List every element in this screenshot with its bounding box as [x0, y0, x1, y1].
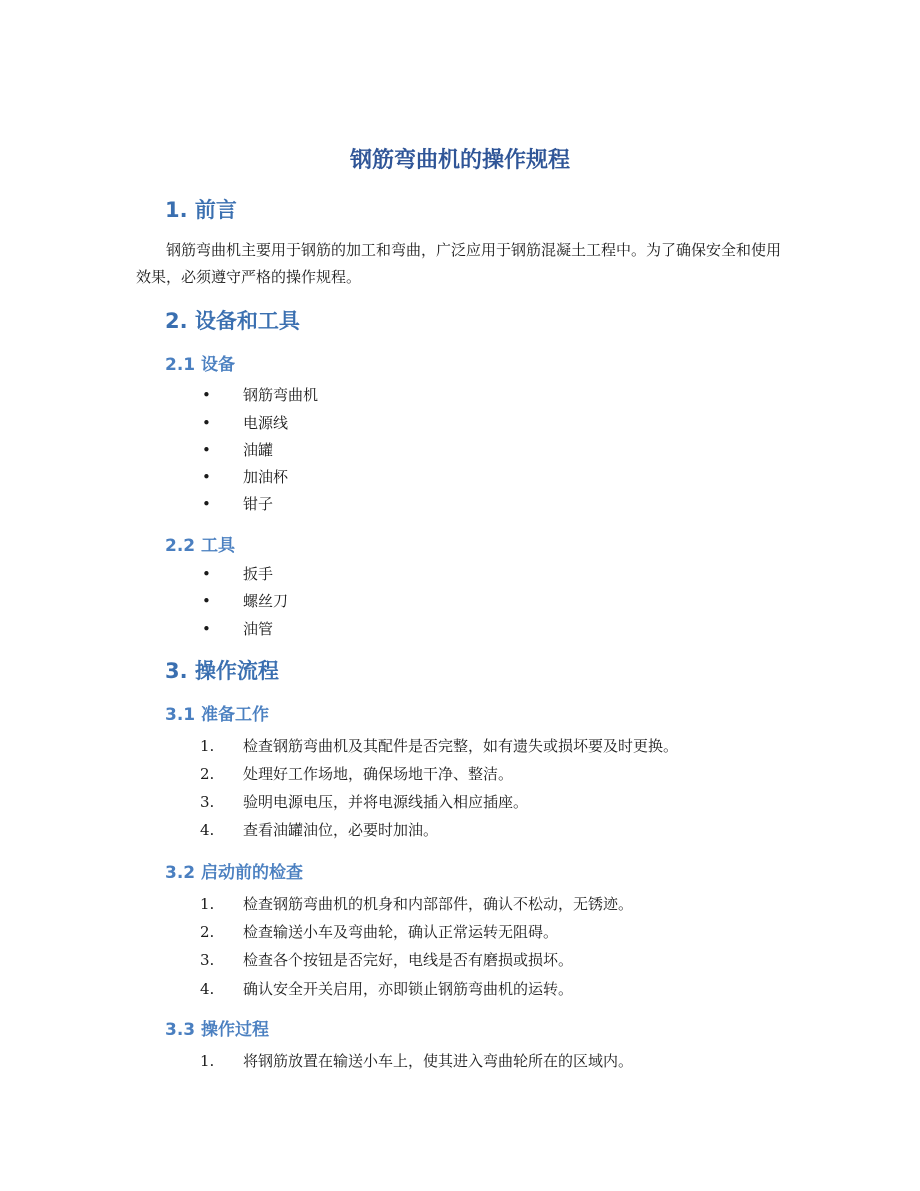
list-item-text: 钳子 — [243, 495, 274, 513]
list-item-text: 将钢筋放置在输送小车上，使其进入弯曲轮所在的区域内。 — [243, 1052, 634, 1070]
number-marker: 4. — [200, 821, 215, 839]
preface-paragraph: 钢筋弯曲机主要用于钢筋的加工和弯曲，广泛应用于钢筋混凝土工程中。为了确保安全和使用效果，必须遵守严格的操作规程。 — [136, 241, 782, 286]
list-item — [200, 493, 800, 515]
list-item — [200, 735, 800, 757]
list-item-text: 螺丝刀 — [243, 592, 289, 610]
bullet-marker: • — [202, 386, 211, 404]
list-item — [200, 763, 800, 785]
heading-equipment: 2.1 设备 — [165, 355, 236, 375]
document-title: 钢筋弯曲机的操作规程 — [349, 148, 570, 173]
heading-operation: 3.3 操作过程 — [165, 1020, 270, 1040]
number-marker: 3. — [200, 793, 215, 811]
number-marker: 2. — [200, 765, 215, 783]
list-item-text: 扳手 — [243, 565, 274, 583]
number-marker: 1. — [200, 895, 215, 913]
list-item-text: 确认安全开关启用，亦即锁止钢筋弯曲机的运转。 — [243, 980, 574, 998]
bullet-marker: • — [202, 620, 211, 638]
bullet-marker: • — [202, 414, 211, 432]
list-item — [200, 1050, 800, 1072]
number-marker: 1. — [200, 1052, 215, 1070]
list-item-text: 检查输送小车及弯曲轮，确认正常运转无阻碍。 — [243, 923, 559, 941]
list-item-text: 查看油罐油位，必要时加油。 — [243, 821, 439, 839]
heading-preparation: 3.1 准备工作 — [165, 705, 270, 725]
bullet-marker: • — [202, 468, 211, 486]
bullet-marker: • — [202, 441, 211, 459]
number-marker: 4. — [200, 980, 215, 998]
list-item — [200, 819, 800, 841]
list-item-text: 验明电源电压，并将电源线插入相应插座。 — [243, 793, 529, 811]
list-item-text: 检查各个按钮是否完好，电线是否有磨损或损坏。 — [243, 951, 574, 969]
bullet-marker: • — [202, 565, 211, 583]
list-item-text: 电源线 — [243, 414, 289, 432]
list-item-text: 检查钢筋弯曲机及其配件是否完整，如有遗失或损坏要及时更换。 — [243, 737, 679, 755]
list-item — [200, 949, 800, 971]
list-item-text: 油罐 — [243, 441, 274, 459]
list-item-text: 处理好工作场地，确保场地干净、整洁。 — [243, 765, 514, 783]
list-item — [200, 893, 800, 915]
bullet-marker: • — [202, 495, 211, 513]
list-item — [200, 618, 800, 640]
bullet-marker: • — [202, 592, 211, 610]
list-item-text: 加油杯 — [243, 468, 289, 486]
list-item — [200, 921, 800, 943]
heading-tools: 2.2 工具 — [165, 536, 236, 556]
list-item-text: 油管 — [243, 620, 274, 638]
list-item — [200, 791, 800, 813]
list-item — [200, 563, 800, 585]
number-marker: 2. — [200, 923, 215, 941]
list-item-text: 检查钢筋弯曲机的机身和内部部件，确认不松动，无锈迹。 — [243, 895, 634, 913]
number-marker: 1. — [200, 737, 215, 755]
heading-pre-start-check: 3.2 启动前的检查 — [165, 863, 304, 883]
heading-preface: 1. 前言 — [165, 198, 237, 222]
list-item — [200, 466, 800, 488]
heading-procedure: 3. 操作流程 — [165, 659, 279, 683]
list-item — [200, 590, 800, 612]
list-item — [200, 978, 800, 1000]
list-item — [200, 412, 800, 434]
number-marker: 3. — [200, 951, 215, 969]
list-item — [200, 384, 800, 406]
list-item-text: 钢筋弯曲机 — [243, 386, 319, 404]
heading-equipment-tools: 2. 设备和工具 — [165, 309, 300, 333]
list-item — [200, 439, 800, 461]
